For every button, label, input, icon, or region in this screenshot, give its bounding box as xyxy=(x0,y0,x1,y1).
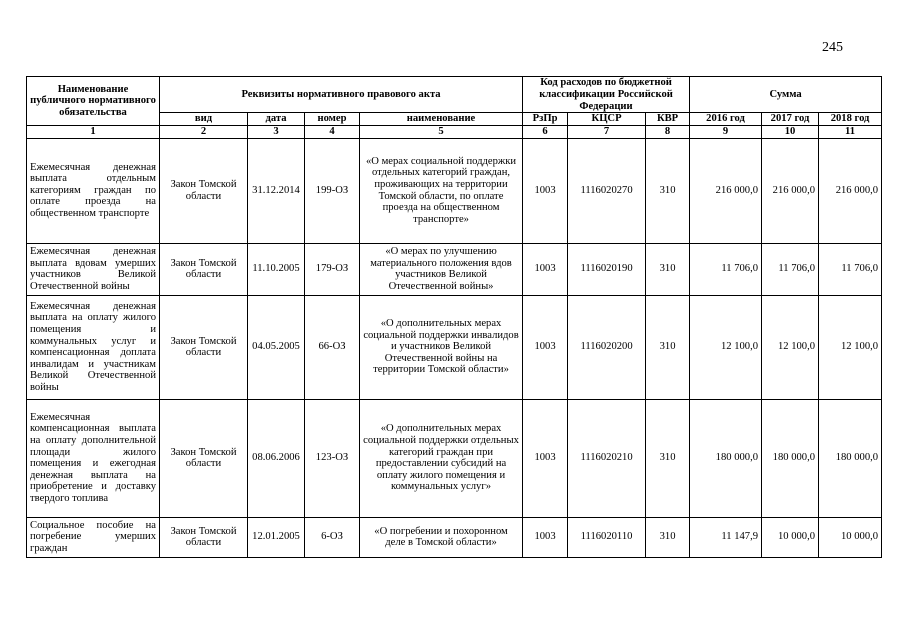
act-date-cell: 11.10.2005 xyxy=(248,243,305,295)
act-date-cell: 04.05.2005 xyxy=(248,295,305,399)
sum-2017-cell: 12 100,0 xyxy=(762,295,819,399)
column-number: 10 xyxy=(762,126,819,139)
header-act-details: Реквизиты нормативного правового акта xyxy=(160,77,523,113)
rzpr-cell: 1003 xyxy=(523,138,568,243)
header-row xyxy=(27,77,882,113)
column-number: 2 xyxy=(160,126,248,139)
header-sum: Сумма xyxy=(690,77,882,113)
rzpr-cell: 1003 xyxy=(523,243,568,295)
header-obligation: Наименование публичного нормативного обязательства xyxy=(27,77,160,126)
header-kvr: КВР xyxy=(646,113,690,126)
rzpr-cell: 1003 xyxy=(523,399,568,517)
kvr-cell: 310 xyxy=(646,399,690,517)
sum-2018-cell: 10 000,0 xyxy=(819,517,882,557)
sum-2016-cell: 11 706,0 xyxy=(690,243,762,295)
obligation-cell: Социальное пособие на погребение умерших граждан xyxy=(27,517,160,557)
sum-2018-cell: 11 706,0 xyxy=(819,243,882,295)
obligation-cell: Ежемесячная денежная выплата на оплату жилого помещения и коммунальных услуг и компенсационная доплата инвалидам и участникам Великой Отечественной войны xyxy=(27,295,160,399)
sum-2018-cell: 180 000,0 xyxy=(819,399,882,517)
header-vid: вид xyxy=(160,113,248,126)
act-name-cell: «О дополнительных мерах социальной поддержки инвалидов и участников Великой Отечественной войны на территории Томской области» xyxy=(360,295,523,399)
kcsr-cell: 1116020210 xyxy=(568,399,646,517)
rzpr-cell: 1003 xyxy=(523,295,568,399)
header-number: номер xyxy=(305,113,360,126)
header-rzpr: РзПр xyxy=(523,113,568,126)
act-name-cell: «О мерах по улучшению материального положения вдов участников Великой Отечественной войны» xyxy=(360,243,523,295)
act-type-cell: Закон Томской области xyxy=(160,399,248,517)
column-number: 8 xyxy=(646,126,690,139)
table-row xyxy=(27,399,882,517)
act-type-cell: Закон Томской области xyxy=(160,138,248,243)
kvr-cell: 310 xyxy=(646,295,690,399)
act-name-cell: «О погребении и похоронном деле в Томской области» xyxy=(360,517,523,557)
column-number: 5 xyxy=(360,126,523,139)
column-number: 7 xyxy=(568,126,646,139)
act-number-cell: 6-ОЗ xyxy=(305,517,360,557)
obligations-table xyxy=(26,76,882,558)
table-row xyxy=(27,295,882,399)
act-number-cell: 66-ОЗ xyxy=(305,295,360,399)
page-number: 245 xyxy=(822,40,843,55)
header-date: дата xyxy=(248,113,305,126)
act-date-cell: 12.01.2005 xyxy=(248,517,305,557)
column-number: 1 xyxy=(27,126,160,139)
kcsr-cell: 1116020270 xyxy=(568,138,646,243)
header-2018: 2018 год xyxy=(819,113,882,126)
sum-2017-cell: 216 000,0 xyxy=(762,138,819,243)
sum-2017-cell: 11 706,0 xyxy=(762,243,819,295)
act-number-cell: 199-ОЗ xyxy=(305,138,360,243)
header-2017: 2017 год xyxy=(762,113,819,126)
act-name-cell: «О дополнительных мерах социальной поддержки отдельных категорий граждан при предоставлении субсидий на оплату жилого помещения и коммунальных услуг» xyxy=(360,399,523,517)
act-date-cell: 31.12.2014 xyxy=(248,138,305,243)
obligation-cell: Ежемесячная денежная выплата отдельным категориям граждан по оплате проезда на общественном транспорте xyxy=(27,138,160,243)
sum-2018-cell: 216 000,0 xyxy=(819,138,882,243)
act-type-cell: Закон Томской области xyxy=(160,295,248,399)
kcsr-cell: 1116020190 xyxy=(568,243,646,295)
act-type-cell: Закон Томской области xyxy=(160,517,248,557)
header-2016: 2016 год xyxy=(690,113,762,126)
header-budget-code: Код расходов по бюджетной классификации Российской Федерации xyxy=(523,77,690,113)
act-date-cell: 08.06.2006 xyxy=(248,399,305,517)
obligation-cell: Ежемесячная компенсационная выплата на оплату дополнительной площади жилого помещения и ежегодная денежная выплата на приобретение и доставку твердого топлива xyxy=(27,399,160,517)
column-number-row xyxy=(27,126,882,139)
column-number: 6 xyxy=(523,126,568,139)
sum-2016-cell: 11 147,9 xyxy=(690,517,762,557)
table-row xyxy=(27,517,882,557)
kcsr-cell: 1116020110 xyxy=(568,517,646,557)
sum-2016-cell: 180 000,0 xyxy=(690,399,762,517)
kvr-cell: 310 xyxy=(646,243,690,295)
sum-2017-cell: 180 000,0 xyxy=(762,399,819,517)
header-kcsr: КЦСР xyxy=(568,113,646,126)
kcsr-cell: 1116020200 xyxy=(568,295,646,399)
table-row xyxy=(27,243,882,295)
column-number: 9 xyxy=(690,126,762,139)
table-row xyxy=(27,138,882,243)
sum-2018-cell: 12 100,0 xyxy=(819,295,882,399)
sum-2016-cell: 12 100,0 xyxy=(690,295,762,399)
column-number: 3 xyxy=(248,126,305,139)
kvr-cell: 310 xyxy=(646,138,690,243)
rzpr-cell: 1003 xyxy=(523,517,568,557)
obligation-cell: Ежемесячная денежная выплата вдовам умерших участников Великой Отечественной войны xyxy=(27,243,160,295)
column-number: 4 xyxy=(305,126,360,139)
sum-2017-cell: 10 000,0 xyxy=(762,517,819,557)
column-number: 11 xyxy=(819,126,882,139)
sum-2016-cell: 216 000,0 xyxy=(690,138,762,243)
act-number-cell: 123-ОЗ xyxy=(305,399,360,517)
act-type-cell: Закон Томской области xyxy=(160,243,248,295)
act-number-cell: 179-ОЗ xyxy=(305,243,360,295)
act-name-cell: «О мерах социальной поддержки отдельных категорий граждан, проживающих на территории Томской области, по оплате проезда на общественном транспорте» xyxy=(360,138,523,243)
kvr-cell: 310 xyxy=(646,517,690,557)
header-name: наименование xyxy=(360,113,523,126)
